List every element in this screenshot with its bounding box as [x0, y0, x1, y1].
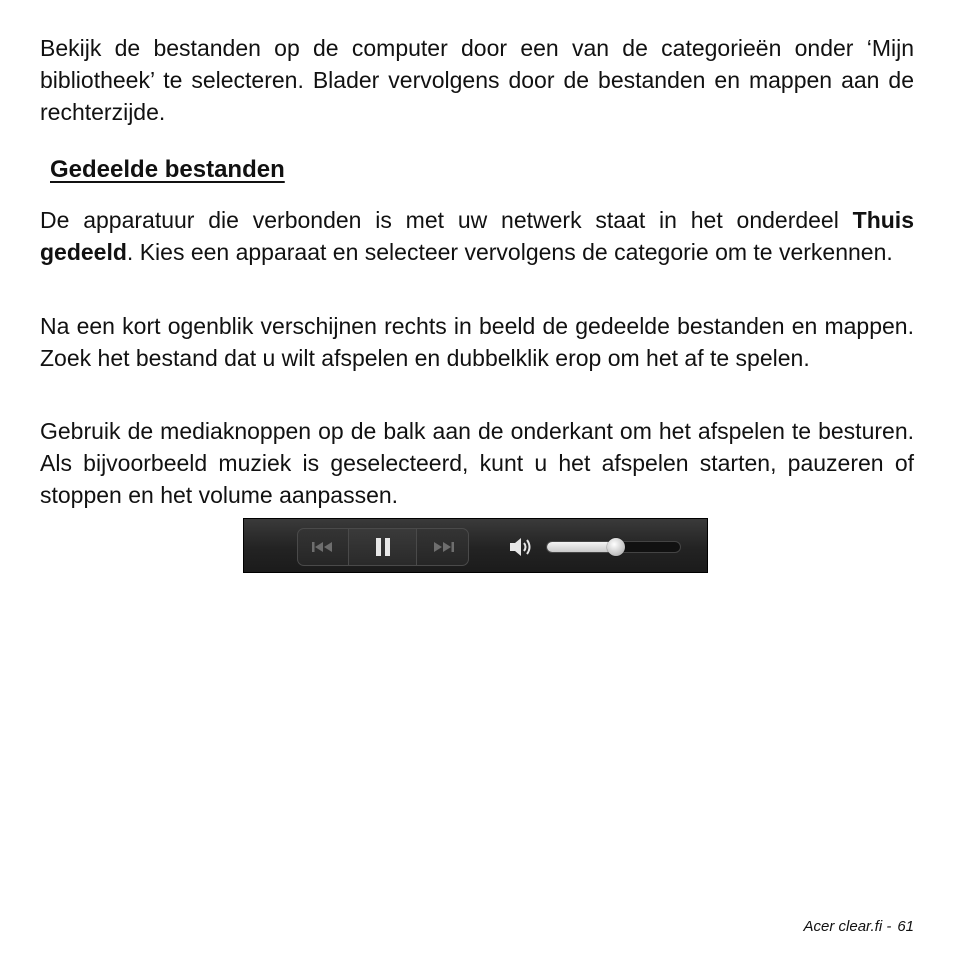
- pause-button[interactable]: [349, 529, 417, 565]
- media-buttons-paragraph: Gebruik de mediaknoppen op de balk aan de onderkant om het afspelen te besturen. Als bijvoorbeeld muziek is geselecteerd, kunt u het afspelen starten, pauzeren of stoppen en het volume aanpassen.: [40, 418, 914, 508]
- paragraph-text: De apparatuur die verbonden is met uw netwerk staat in het onderdeel: [40, 207, 853, 233]
- intro-paragraph: Bekijk de bestanden op de computer door een van de categorieën onder ‘Mijn bibliotheek’ te selecteren. Blader vervolgens door de bestanden en mappen aan de rechterzijde.: [40, 35, 914, 125]
- bold-term: Thuis gedeeld: [40, 207, 914, 265]
- pause-icon: [375, 537, 391, 557]
- volume-icon[interactable]: [508, 535, 534, 559]
- page-number: 61: [897, 918, 914, 935]
- files-paragraph: Na een kort ogenblik verschijnen rechts in beeld de gedeelde bestanden en mappen. Zoek het bestand dat u wilt afspelen en dubbelklik erop om het af te spelen.: [40, 313, 914, 371]
- next-button[interactable]: [417, 529, 468, 565]
- volume-slider-thumb[interactable]: [607, 538, 625, 556]
- paragraph-text: . Kies een apparaat en selecteer vervolgens de categorie om te verkennen.: [126, 239, 893, 265]
- shared-devices-paragraph: [40, 204, 914, 268]
- previous-button[interactable]: [298, 529, 349, 565]
- media-control-bar: [243, 518, 708, 573]
- footer-label: Acer clear.fi -: [803, 918, 892, 935]
- next-icon: [431, 541, 455, 553]
- page-footer: [804, 918, 914, 935]
- previous-icon: [311, 541, 335, 553]
- playback-button-group: [297, 528, 469, 566]
- section-heading: Gedeelde bestanden: [50, 156, 285, 183]
